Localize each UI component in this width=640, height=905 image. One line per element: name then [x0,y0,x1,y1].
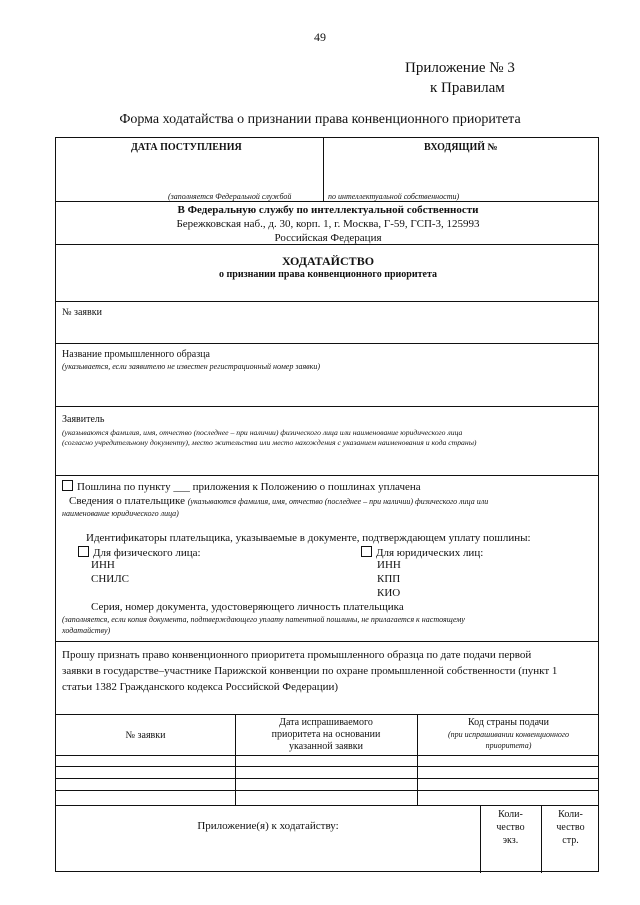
address-line-1: В Федеральную службу по интеллектуальной собственности [177,204,479,216]
col-country-note-1: (при испрашивании конвенционного [447,730,570,739]
divider [56,805,598,806]
individual-inn: ИНН [91,559,115,571]
pages-count-1: Коли- [558,809,583,820]
legal-checkbox[interactable] [361,546,372,557]
payer-document-note-1: (заполняется, если копия документа, подтверждающего уплату патентной пошлины, не прилагается к настоящему [62,615,465,624]
copies-count-2: чество [496,822,525,833]
divider [56,641,598,642]
petition-form [55,137,599,872]
divider [56,406,598,407]
payer-document-label: Серия, номер документа, удостоверяющего личность плательщика [91,601,404,613]
payer-document-note-2: ходатайству) [62,626,111,635]
address-line-3: Российская Федерация [274,232,382,244]
payer-note-2: наименование юридического лица) [62,509,179,518]
legal-line [361,546,483,559]
individual-snils: СНИЛС [91,573,130,585]
address-line-2: Бережковская наб., д. 30, корп. 1, г. Москва, Г-59, ГСП-3, 125993 [176,218,480,230]
header-note-right: по интеллектуальной собственности) [328,192,460,201]
design-name-label: Название промышленного образца [62,349,210,360]
application-number-label: № заявки [62,307,102,318]
request-line-3: статьи 1382 Гражданского кодекса Российской Федерации) [62,681,339,693]
applicant-label: Заявитель [62,414,105,425]
copies-count-3: экз. [502,835,519,846]
divider [56,201,598,202]
petition-title: ХОДАТАЙСТВО [281,254,375,268]
applicant-note-2: (согласно учредительному документу), место жительства или место нахождения с указанием наименования и кода страны) [62,438,477,447]
table-row [56,790,598,791]
form-title: Форма ходатайства о признании права конвенционного приоритета [119,112,521,127]
divider [56,475,598,476]
request-line-2: заявки в государстве–участнике Парижской конвенции по охране промышленной собственности (пункт 1 [62,665,558,677]
col-application-number: № заявки [125,730,166,741]
incoming-number-label: ВХОДЯЩИЙ № [424,142,498,153]
col-country-note-2: приоритета) [485,741,532,750]
legal-inn: ИНН [377,559,401,571]
legal-kio: КИО [377,587,401,599]
date-received-label: ДАТА ПОСТУПЛЕНИЯ [131,142,242,153]
individual-label: Для физического лица: [93,547,201,559]
fee-paid-text: Пошлина по пункту ___ приложения к Положению о пошлинах уплачена [77,481,421,493]
petition-subtitle: о признании права конвенционного приоритета [219,269,437,280]
table-row [56,778,598,779]
legal-label: Для юридических лиц: [376,547,484,559]
divider [56,301,598,302]
header-divider [323,138,324,201]
request-line-1: Прошу признать право конвенционного приоритета промышленного образца по дате подачи первой [62,649,532,661]
payer-identifiers-label: Идентификаторы плательщика, указываемые в документе, подтверждающем уплату пошлины: [86,532,531,544]
table-row [56,766,598,767]
payer-line [69,495,488,507]
divider [56,343,598,344]
col-country-code: Код страны подачи [468,717,549,728]
appendix-number: Приложение № 3 [405,60,515,76]
table-row [56,755,598,756]
individual-line [78,546,201,559]
pages-count-3: стр. [562,835,579,846]
fee-paid-checkbox[interactable] [62,480,73,491]
divider [56,714,598,715]
col-priority-date-3: указанной заявки [288,741,363,752]
appendix-rules: к Правилам [430,80,505,96]
pages-count-2: чество [556,822,585,833]
header-note-left: (заполняется Федеральной службой [168,192,292,201]
fee-paid-line [62,480,421,493]
individual-checkbox[interactable] [78,546,89,557]
divider [56,244,598,245]
col-priority-date-2: приоритета на основании [271,729,381,740]
legal-kpp: КПП [377,573,401,585]
applicant-note-1: (указываются фамилия, имя, отчество (последнее – при наличии) физического лица или наименование юридического лица [62,428,463,437]
page-number: 49 [314,30,326,44]
col-priority-date-1: Дата испрашиваемого [279,717,373,728]
payer-note-1: (указываются фамилия, имя, отчество (последнее – при наличии) физического лица или [187,497,489,506]
design-name-note: (указывается, если заявителю не известен регистрационный номер заявки) [62,362,321,371]
payer-label: Сведения о плательщике [69,495,185,507]
attachments-label: Приложение(я) к ходатайству: [197,820,339,832]
copies-count-1: Коли- [498,809,523,820]
